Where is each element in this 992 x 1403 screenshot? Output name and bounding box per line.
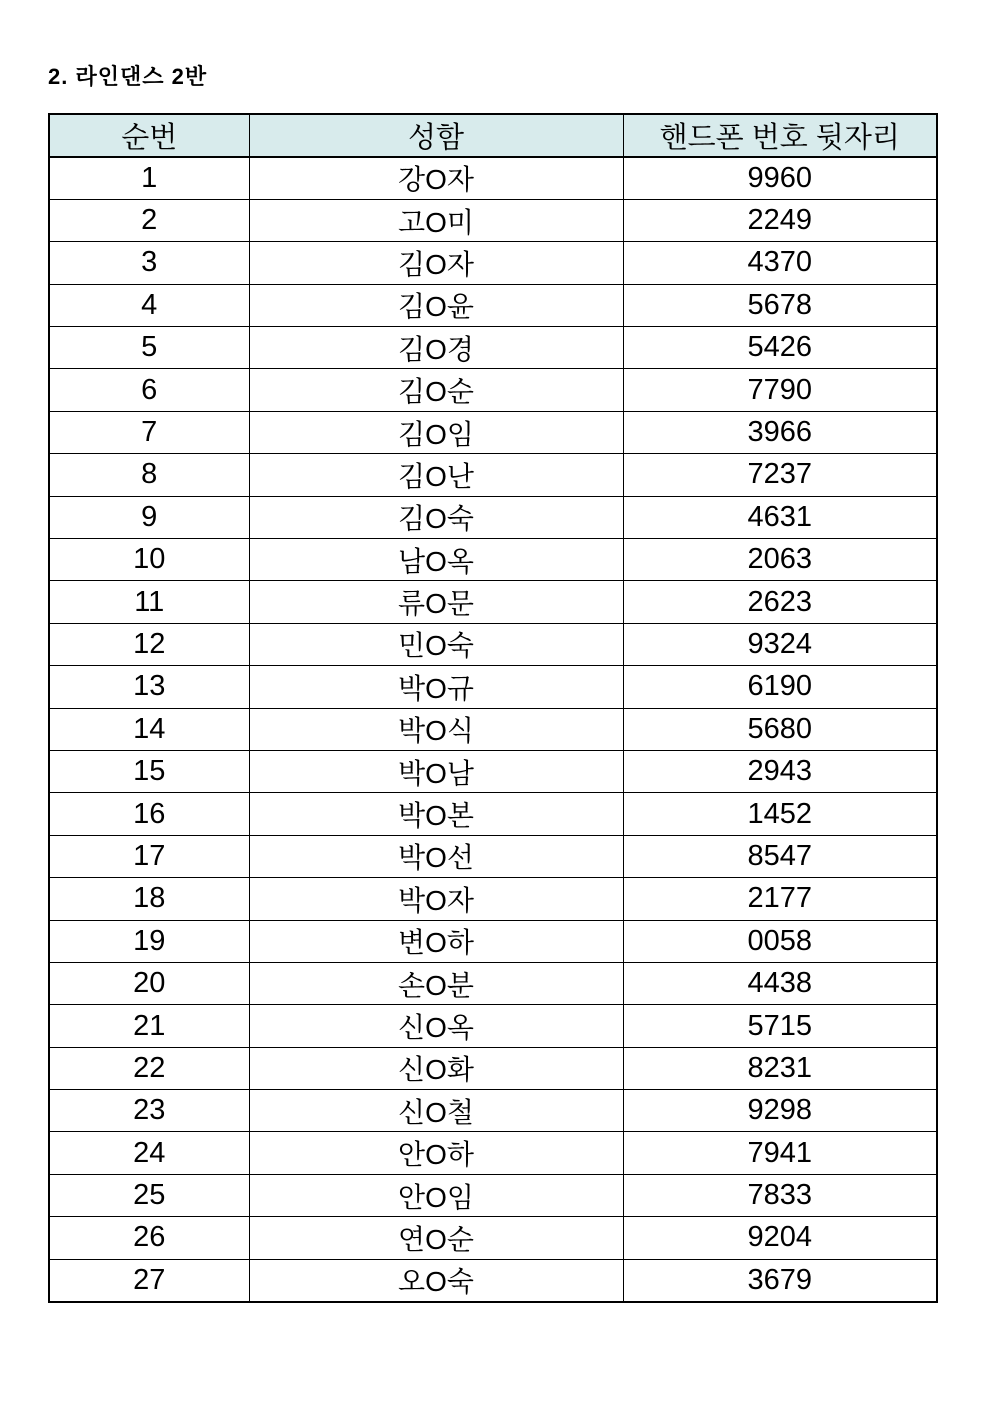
cell-name: 김O숙 bbox=[249, 496, 623, 538]
cell-number: 7 bbox=[49, 411, 249, 453]
cell-phone: 0058 bbox=[623, 920, 937, 962]
cell-number: 19 bbox=[49, 920, 249, 962]
cell-phone: 5426 bbox=[623, 327, 937, 369]
cell-name: 박O자 bbox=[249, 878, 623, 920]
cell-name: 김O윤 bbox=[249, 284, 623, 326]
cell-phone: 5678 bbox=[623, 284, 937, 326]
table-row bbox=[49, 1047, 937, 1089]
cell-phone: 5680 bbox=[623, 708, 937, 750]
cell-name: 신O철 bbox=[249, 1090, 623, 1132]
cell-phone: 3966 bbox=[623, 411, 937, 453]
cell-phone: 8547 bbox=[623, 835, 937, 877]
roster-table-header bbox=[49, 114, 937, 157]
cell-number: 18 bbox=[49, 878, 249, 920]
table-row bbox=[49, 496, 937, 538]
cell-number: 10 bbox=[49, 539, 249, 581]
cell-number: 14 bbox=[49, 708, 249, 750]
table-row bbox=[49, 539, 937, 581]
page-title: 2. 라인댄스 2반 bbox=[48, 64, 208, 89]
cell-phone: 8231 bbox=[623, 1047, 937, 1089]
table-row bbox=[49, 199, 937, 241]
cell-name: 연O순 bbox=[249, 1217, 623, 1259]
cell-phone: 2063 bbox=[623, 539, 937, 581]
table-row bbox=[49, 666, 937, 708]
cell-number: 24 bbox=[49, 1132, 249, 1174]
cell-number: 5 bbox=[49, 327, 249, 369]
cell-number: 23 bbox=[49, 1090, 249, 1132]
cell-phone: 2249 bbox=[623, 199, 937, 241]
cell-phone: 9204 bbox=[623, 1217, 937, 1259]
cell-phone: 1452 bbox=[623, 793, 937, 835]
cell-phone: 5715 bbox=[623, 1005, 937, 1047]
cell-name: 김O임 bbox=[249, 411, 623, 453]
table-row bbox=[49, 369, 937, 411]
cell-number: 8 bbox=[49, 454, 249, 496]
table-row bbox=[49, 1005, 937, 1047]
cell-name: 신O옥 bbox=[249, 1005, 623, 1047]
cell-name: 고O미 bbox=[249, 199, 623, 241]
cell-phone: 7790 bbox=[623, 369, 937, 411]
cell-name: 김O경 bbox=[249, 327, 623, 369]
cell-number: 12 bbox=[49, 623, 249, 665]
column-header-name: 성함 bbox=[249, 114, 623, 157]
cell-name: 박O선 bbox=[249, 835, 623, 877]
cell-phone: 6190 bbox=[623, 666, 937, 708]
column-header-number: 순번 bbox=[49, 114, 249, 157]
table-row bbox=[49, 793, 937, 835]
cell-phone: 2623 bbox=[623, 581, 937, 623]
roster-table-body bbox=[49, 157, 937, 1302]
table-row bbox=[49, 284, 937, 326]
cell-phone: 7833 bbox=[623, 1174, 937, 1216]
cell-number: 4 bbox=[49, 284, 249, 326]
cell-number: 15 bbox=[49, 750, 249, 792]
table-row bbox=[49, 1174, 937, 1216]
table-row bbox=[49, 1090, 937, 1132]
cell-number: 26 bbox=[49, 1217, 249, 1259]
column-header-phone: 핸드폰 번호 뒷자리 bbox=[623, 114, 937, 157]
table-row bbox=[49, 157, 937, 199]
cell-phone: 4370 bbox=[623, 242, 937, 284]
roster-table bbox=[48, 113, 938, 1303]
table-row bbox=[49, 962, 937, 1004]
cell-phone: 2177 bbox=[623, 878, 937, 920]
cell-phone: 7941 bbox=[623, 1132, 937, 1174]
table-row bbox=[49, 708, 937, 750]
cell-number: 16 bbox=[49, 793, 249, 835]
cell-name: 류O문 bbox=[249, 581, 623, 623]
cell-number: 21 bbox=[49, 1005, 249, 1047]
table-row bbox=[49, 920, 937, 962]
table-row bbox=[49, 1132, 937, 1174]
cell-number: 11 bbox=[49, 581, 249, 623]
cell-phone: 9324 bbox=[623, 623, 937, 665]
cell-name: 강O자 bbox=[249, 157, 623, 199]
table-row bbox=[49, 242, 937, 284]
table-row bbox=[49, 327, 937, 369]
header-row bbox=[49, 114, 937, 157]
cell-number: 3 bbox=[49, 242, 249, 284]
cell-phone: 9298 bbox=[623, 1090, 937, 1132]
cell-number: 1 bbox=[49, 157, 249, 199]
cell-number: 22 bbox=[49, 1047, 249, 1089]
cell-name: 남O옥 bbox=[249, 539, 623, 581]
cell-number: 20 bbox=[49, 962, 249, 1004]
cell-name: 박O식 bbox=[249, 708, 623, 750]
table-row bbox=[49, 581, 937, 623]
cell-name: 김O자 bbox=[249, 242, 623, 284]
cell-name: 박O규 bbox=[249, 666, 623, 708]
cell-name: 안O하 bbox=[249, 1132, 623, 1174]
cell-name: 신O화 bbox=[249, 1047, 623, 1089]
table-row bbox=[49, 1217, 937, 1259]
cell-name: 박O남 bbox=[249, 750, 623, 792]
cell-number: 2 bbox=[49, 199, 249, 241]
cell-name: 손O분 bbox=[249, 962, 623, 1004]
cell-number: 27 bbox=[49, 1259, 249, 1301]
cell-name: 박O본 bbox=[249, 793, 623, 835]
cell-phone: 4438 bbox=[623, 962, 937, 1004]
cell-phone: 9960 bbox=[623, 157, 937, 199]
cell-phone: 7237 bbox=[623, 454, 937, 496]
cell-name: 민O숙 bbox=[249, 623, 623, 665]
cell-number: 25 bbox=[49, 1174, 249, 1216]
table-row bbox=[49, 623, 937, 665]
cell-name: 김O순 bbox=[249, 369, 623, 411]
cell-phone: 3679 bbox=[623, 1259, 937, 1301]
cell-name: 오O숙 bbox=[249, 1259, 623, 1301]
cell-number: 17 bbox=[49, 835, 249, 877]
table-row bbox=[49, 411, 937, 453]
table-row bbox=[49, 750, 937, 792]
table-row bbox=[49, 835, 937, 877]
cell-number: 9 bbox=[49, 496, 249, 538]
cell-name: 안O임 bbox=[249, 1174, 623, 1216]
cell-number: 13 bbox=[49, 666, 249, 708]
cell-number: 6 bbox=[49, 369, 249, 411]
cell-phone: 4631 bbox=[623, 496, 937, 538]
cell-name: 김O난 bbox=[249, 454, 623, 496]
table-row bbox=[49, 454, 937, 496]
table-row bbox=[49, 878, 937, 920]
cell-name: 변O하 bbox=[249, 920, 623, 962]
table-row bbox=[49, 1259, 937, 1301]
cell-phone: 2943 bbox=[623, 750, 937, 792]
